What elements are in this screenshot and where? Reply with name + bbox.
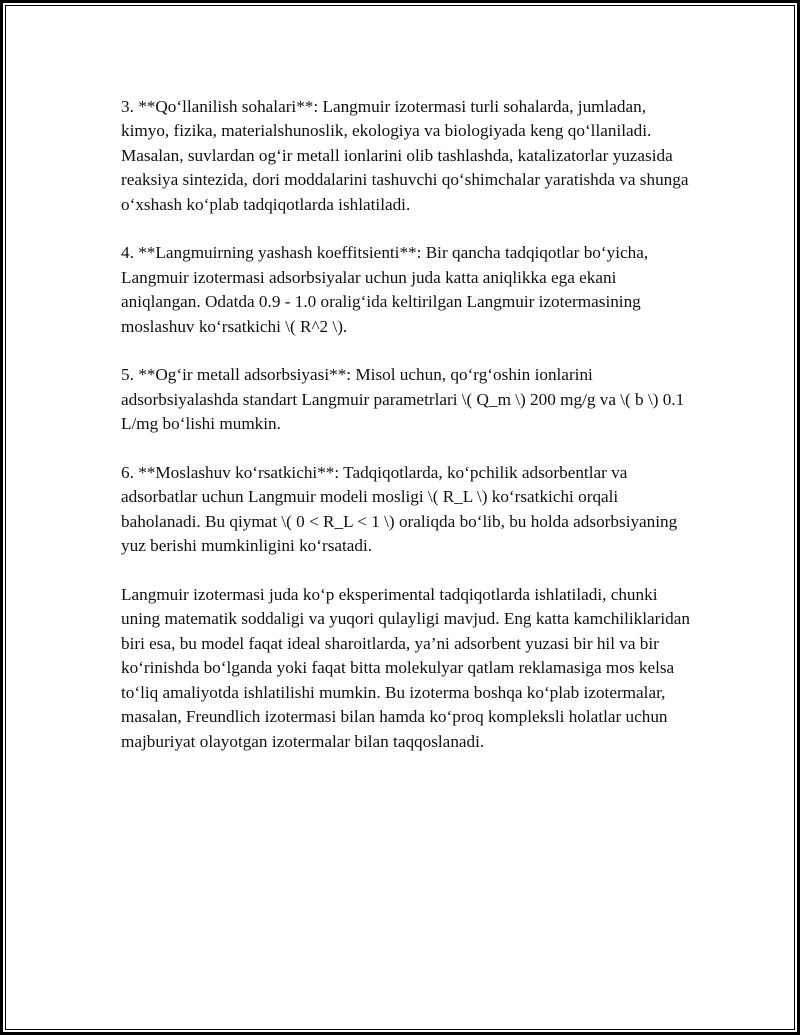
document-body (121, 95, 696, 778)
paragraph-applications: 3. **Qo‘llanilish sohalari**: Langmuir izotermasi turli sohalarda, jumladan, kimyo, fizika, materialshunoslik, ekologiya va biologiyada keng qo‘llaniladi. Masalan, suvlardan og‘ir metall ionlarini olib tashlashda, katalizatorlar yuzasida reaksiya sintezida, dori moddalarini tashuvchi qo‘shimchalar yaratishda va shunga o‘xshash ko‘plab tadqiqotlarda ishlatiladi. (121, 97, 689, 214)
paragraph-conclusion: Langmuir izotermasi juda ko‘p eksperimental tadqiqotlarda ishlatiladi, chunki uning matematik soddaligi va yuqori qulayligi mavjud. Eng katta kamchiliklaridan biri esa, bu model faqat ideal sharoitlarda, ya’ni adsorbent yuzasi bir hil va bir ko‘rinishda bo‘lganda yoki faqat bitta molekulyar qatlam reklamasiga mos kelsa to‘liq amaliyotda ishlatilishi mumkin. Bu izoterma boshqa ko‘plab izotermalar, masalan, Freundlich izotermasi bilan hamda ko‘proq kompleksli holatlar uchun majburiyat olayotgan izotermalar bilan taqqoslanadi. (121, 585, 690, 751)
paragraph-separation-factor: 6. **Moslashuv ko‘rsatkichi**: Tadqiqotlarda, ko‘pchilik adsorbentlar va adsorbatlar uchun Langmuir modeli mosligi \( R_L \) ko‘rsatkichi orqali baholanadi. Bu qiymat \( 0 < R_L < 1 \) oraliqda bo‘lib, bu holda adsorbsiyaning yuz berishi mumkinligini ko‘rsatadi. (121, 463, 678, 556)
paragraph-fit-coefficient: 4. **Langmuirning yashash koeffitsienti**: Bir qancha tadqiqotlar bo‘yicha, Langmuir izotermasi adsorbsiyalar uchun juda katta aniqlikka ega ekani aniqlangan. Odatda 0.9 - 1.0 oralig‘ida keltirilgan Langmuir izotermasining moslashuv ko‘rsatkichi \( R^2 \). (121, 243, 649, 336)
paragraph-heavy-metal-adsorption: 5. **Og‘ir metall adsorbsiyasi**: Misol uchun, qo‘rg‘oshin ionlarini adsorbsiyalashda standart Langmuir parametrlari \( Q_m \) 200 mg/g va \( b \) 0.1 L/mg bo‘lishi mumkin. (121, 365, 685, 434)
